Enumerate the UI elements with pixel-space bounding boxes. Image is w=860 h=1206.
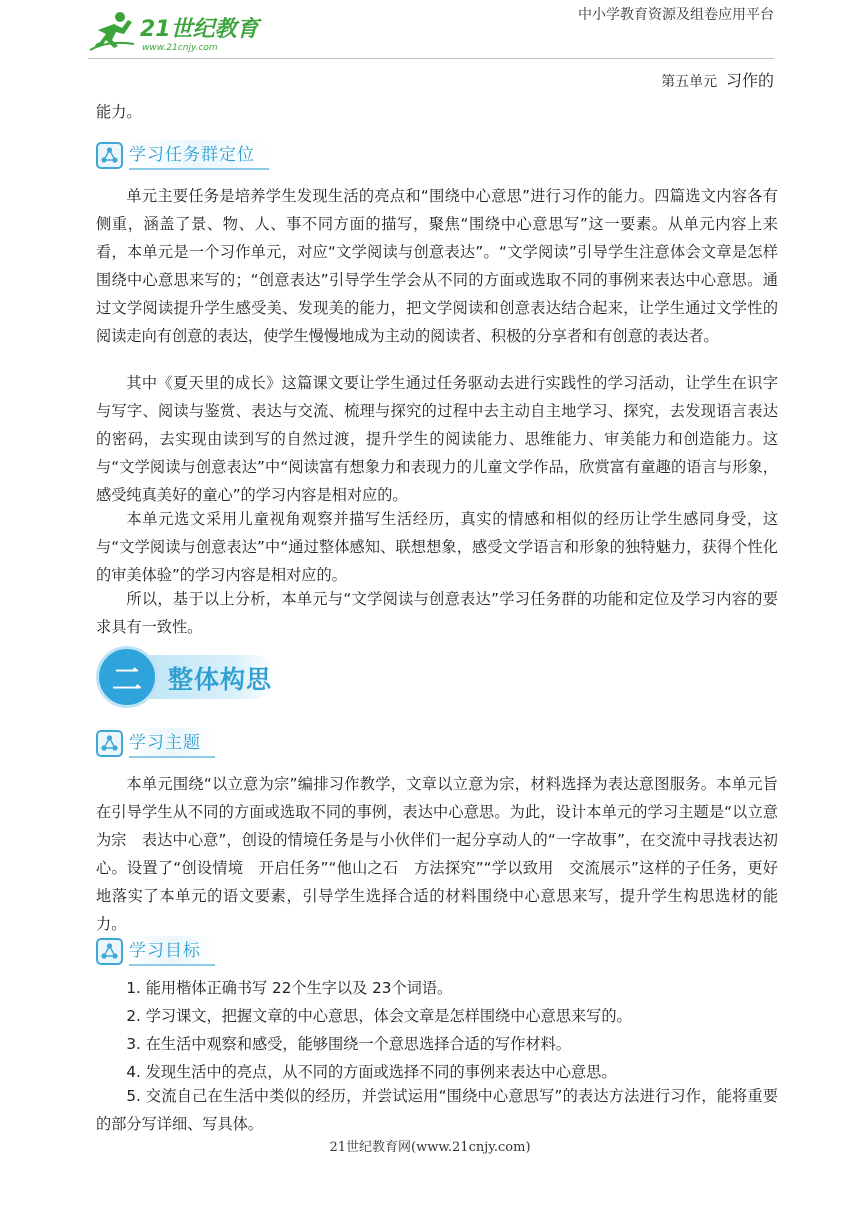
section-title: 学习主题 xyxy=(129,728,215,758)
section-title: 学习目标 xyxy=(129,936,215,966)
list-item: 4. 发现生活中的亮点，从不同的方面或选择不同的事例来表达中心意思。 xyxy=(126,1063,617,1081)
network-nodes-icon xyxy=(96,938,123,965)
list-item: 2. 学习课文，把握文章的中心意思，体会文章是怎样围绕中心意思来写的。 xyxy=(126,1007,632,1025)
part-title: 整体构思 xyxy=(168,665,273,694)
section-heading-objectives xyxy=(96,936,215,966)
list-item: 5. 交流自己在生活中类似的经历，并尝试运用“围绕中心意思写”的表达方法进行习作，能将重要的部分写详细、写具体。 xyxy=(96,1087,778,1133)
unit-topic: 习作的 xyxy=(725,71,774,90)
paragraph: 单元主要任务是培养学生发现生活的亮点和“围绕中心意思”进行习作的能力。四篇选文内容各有侧重，涵盖了景、物、人、事不同方面的描写，聚焦“围绕中心意思写”这一要素。从单元内容上来看，本单元是一个习作单元，对应“文学阅读与创意表达”。“文学阅读”引导学生注意体会文章是怎样围绕中心意思来写的；“创意表达”引导学生学会从不同的方面或选取不同的事例来表达中心意思。通过文学阅读提升学生感受美、发现美的能力，把文学阅读和创意表达结合起来，让学生通过文学性的阅读走向有创意的表达，使学生慢慢地成为主动的阅读者、积极的分享者和有创意的表达者。 xyxy=(96,187,778,345)
network-nodes-icon xyxy=(96,142,123,169)
logo-url: www.21cnjy.com xyxy=(142,43,218,53)
header-divider xyxy=(88,58,774,59)
platform-name: 中小学教育资源及组卷应用平台 xyxy=(578,7,774,23)
site-logo xyxy=(88,10,263,54)
list-item: 1. 能用楷体正确书写 22个生字以及 23个词语。 xyxy=(126,979,453,997)
paragraph: 所以，基于以上分析，本单元与“文学阅读与创意表达”学习任务群的功能和定位及学习内容的要求具有一致性。 xyxy=(96,590,778,636)
part-heading-overall-design xyxy=(96,646,278,710)
section-heading-theme xyxy=(96,728,215,758)
runner-logo-icon xyxy=(88,10,263,54)
network-nodes-icon xyxy=(96,730,123,757)
list-item: 3. 在生活中观察和感受，能够围绕一个意思选择合适的写作材料。 xyxy=(126,1035,571,1053)
unit-label: 第五单元 xyxy=(661,74,718,90)
paragraph: 本单元选文采用儿童视角观察并描写生活经历，真实的情感和相似的经历让学生感同身受，这与“文学阅读与创意表达”中“通过整体感知、联想想象，感受文学语言和形象的独特魅力，获得个性化的审美体验”的学习内容是相对应的。 xyxy=(96,510,778,584)
paragraph: 本单元围绕“以立意为宗”编排习作教学，文章以立意为宗，材料选择为表达意图服务。本单元旨在引导学生从不同的方面或选取不同的事例，表达中心意思。为此，设计本单元的学习主题是“以立意为宗 表达中心意”，创设的情境任务是与小伙伴们一起分享动人的“一字故事”，在交流中寻找表达初心。设置了“创设情境 开启任务”“他山之石 方法探究”“学以致用 交流展示”这样的子任务，更好地落实了本单元的语文要素，引导学生选择合适的材料围绕中心意思来写，提升学生构思选材的能力。 xyxy=(96,775,778,933)
unit-title xyxy=(661,68,774,91)
paragraph: 其中《夏天里的成长》这篇课文要让学生通过任务驱动去进行实践性的学习活动，让学生在识字与写字、阅读与鉴赏、表达与交流、梳理与探究的过程中去主动自主地学习、探究，去发现语言表达的密码，去实现由读到写的自然过渡，提升学生的阅读能力、思维能力、审美能力和创造能力。这与“文学阅读与创意表达”中“阅读富有想象力和表现力的儿童文学作品，欣赏富有童趣的语言与形象，感受纯真美好的童心”的学习内容是相对应的。 xyxy=(96,374,778,504)
section-title: 学习任务群定位 xyxy=(129,140,269,170)
logo-text: 21世纪教育 xyxy=(140,17,259,42)
part-number-badge: 二 xyxy=(96,646,158,708)
page-footer: 21世纪教育网(www.21cnjy.com) xyxy=(329,1140,531,1155)
section-heading-task-group xyxy=(96,140,269,170)
carry-over-text: 能力。 xyxy=(96,103,142,121)
